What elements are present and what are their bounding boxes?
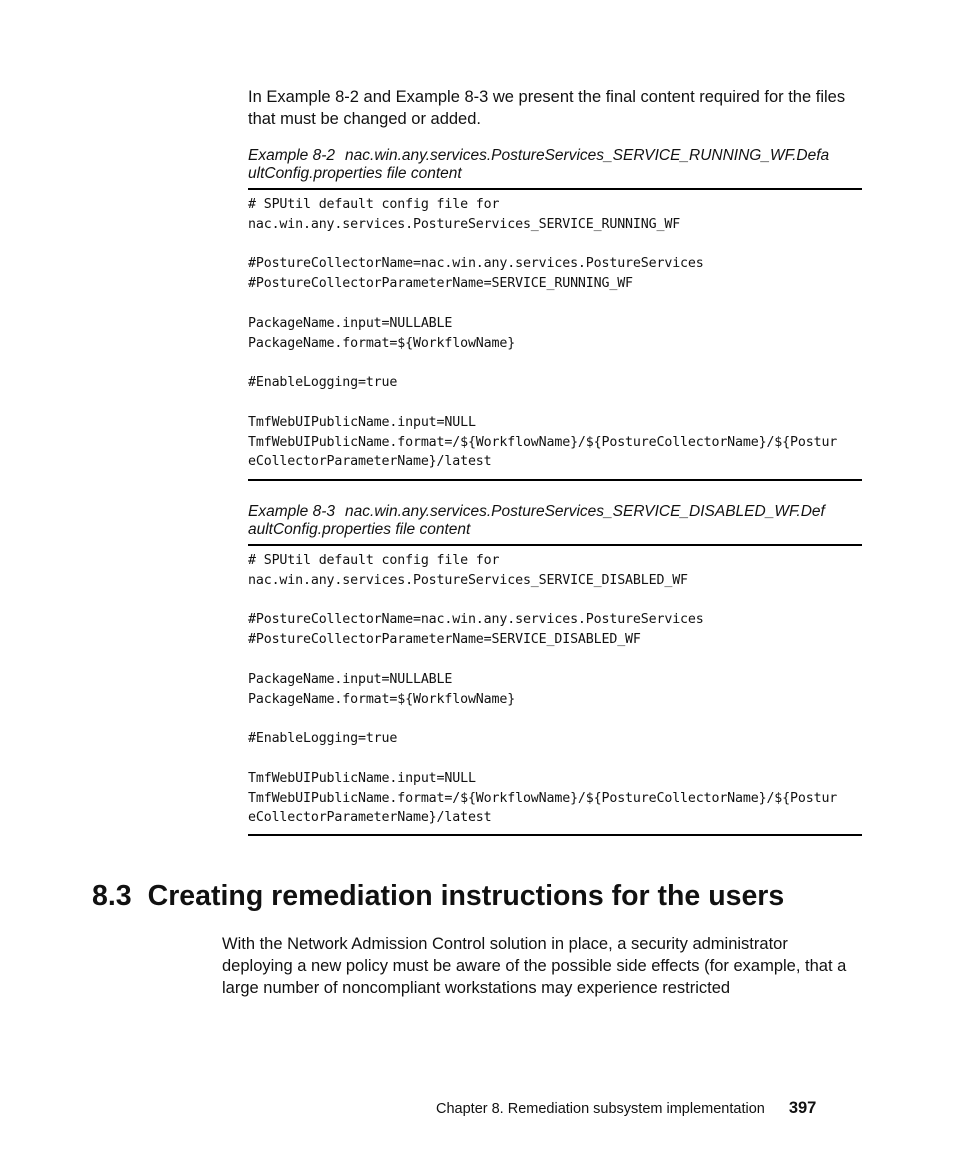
- example-8-2-top-rule: [248, 188, 862, 190]
- example-8-3-code: # SPUtil default config file for nac.win.any.services.PostureServices_SERVICE_DISABLED_WF #PostureCollectorName=nac.win.any.services.PostureServices #PostureCollectorParameterName=SERVICE_DISABLED_WF PackageName.input=NULLABLE PackageName.format=${WorkflowName} #EnableLogging=true TmfWebUIPublicName.input=NULL TmfWebUIPublicName.format=/${WorkflowName}/${PostureCollectorName}/${Postur eCollectorParameterName}/latest: [248, 553, 838, 826]
- example-8-3-top-rule: [248, 544, 862, 546]
- footer-chapter-title: Chapter 8. Remediation subsystem implementation: [436, 1101, 765, 1117]
- section-number: 8.3: [92, 880, 132, 912]
- page-footer: [436, 1099, 816, 1118]
- example-8-3-caption: [248, 503, 864, 539]
- example-8-2-code: # SPUtil default config file for nac.win.any.services.PostureServices_SERVICE_RUNNING_WF #PostureCollectorName=nac.win.any.services.PostureServices #PostureCollectorParameterName=SERVICE_RUNNING_WF PackageName.input=NULLABLE PackageName.format=${WorkflowName} #EnableLogging=true TmfWebUIPublicName.input=NULL TmfWebUIPublicName.format=/${WorkflowName}/${PostureCollectorName}/${Postur eCollectorParameterName}/latest: [248, 197, 838, 470]
- section-heading: [92, 880, 784, 913]
- example-8-2-title-line1: nac.win.any.services.PostureServices_SERVICE_RUNNING_WF.Defa: [345, 147, 830, 164]
- page-number: 397: [788, 1099, 817, 1117]
- example-8-3-number: Example 8-3: [248, 503, 336, 520]
- example-8-2-bottom-rule: [248, 479, 862, 481]
- section-body-paragraph: With the Network Admission Control solution in place, a security administrator deploying a new policy must be aware of the possible side effects (for example, that a large number of noncompliant workstations may experience restricted: [222, 935, 847, 997]
- example-8-2-number: Example 8-2: [248, 147, 336, 164]
- example-8-2-title-line2: ultConfig.properties file content: [248, 165, 462, 182]
- section-title: Creating remediation instructions for the users: [147, 880, 785, 912]
- intro-paragraph: In Example 8-2 and Example 8-3 we present the final content required for the files that must be changed or added.: [248, 88, 846, 128]
- example-8-3-title-line1: nac.win.any.services.PostureServices_SERVICE_DISABLED_WF.Def: [345, 503, 825, 520]
- example-8-3-title-line2: aultConfig.properties file content: [248, 521, 471, 538]
- example-8-2-caption: [248, 147, 864, 183]
- example-8-3-bottom-rule: [248, 834, 862, 836]
